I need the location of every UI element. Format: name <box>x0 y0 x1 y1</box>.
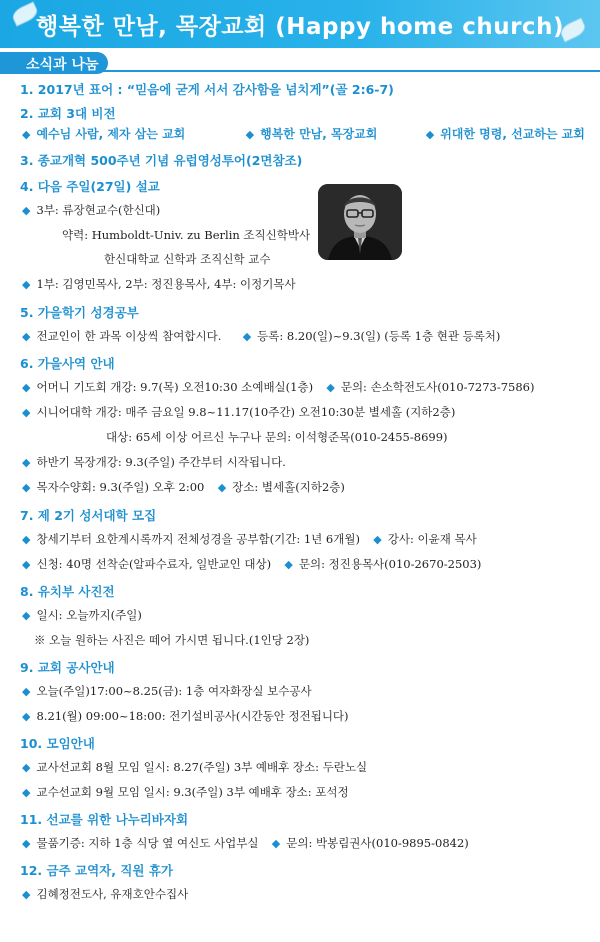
sermon-line-2: 약력: Humboldt-Univ. zu Berlin 조직신학박사 <box>62 228 311 242</box>
diamond-icon: ◆ <box>22 128 31 141</box>
bazaar-row <box>22 835 469 851</box>
diamond-icon: ◆ <box>22 533 31 546</box>
item-8-title: 8. 유치부 사진전 <box>20 584 115 599</box>
bazaar-contact: 문의: 박봉림권사(010-9895-0842) <box>286 836 469 850</box>
bible-study-registration: 등록: 8.20(일)~9.3(일) (등록 1층 현관 등록처) <box>257 329 501 343</box>
professors-meeting: 교수선교회 9월 모임 일시: 9.3(주일) 3부 예배후 장소: 포석정 <box>36 785 349 799</box>
sermon-other-speakers: 1부: 김영민목사, 2부: 정진용목사, 4부: 이정기목사 <box>36 277 296 291</box>
construction-row-1 <box>22 683 312 699</box>
diamond-icon: ◆ <box>22 406 31 419</box>
teachers-meeting: 교사선교회 8월 모임 일시: 8.27(주일) 3부 예배후 장소: 두란노실 <box>36 760 368 774</box>
bible-college-lecturer: 강사: 이윤재 목사 <box>387 532 477 546</box>
construction-row-2 <box>22 708 349 724</box>
diamond-icon: ◆ <box>22 685 31 698</box>
ministry-row-3: 대상: 65세 이상 어르신 누구나 문의: 이석형준목(010-2455-8699) <box>106 430 448 444</box>
senior-college: 시니어대학 개강: 매주 금요일 9.8~11.17(10주간) 오전10:30분 별세홀 (지하2층) <box>36 405 456 419</box>
bazaar-donation: 물품기증: 지하 1층 식당 옆 여신도 사업부실 <box>36 836 259 850</box>
bible-college-row-1 <box>22 531 477 547</box>
sermon-line-1 <box>22 202 160 218</box>
item-3-title: 3. 종교개혁 500주년 기념 유럽영성투어(2면참조) <box>20 153 303 168</box>
bible-college-apply: 신청: 40명 선착순(알파수료자, 일반교인 대상) <box>36 557 272 571</box>
vision-row <box>22 125 585 142</box>
diamond-icon: ◆ <box>22 481 31 494</box>
item-6-title: 6. 가을사역 안내 <box>20 356 115 371</box>
item-11-title: 11. 선교를 위한 나누리바자회 <box>20 812 189 827</box>
item-2-title: 2. 교회 3대 비전 <box>20 106 116 121</box>
diamond-icon: ◆ <box>245 128 255 141</box>
item-10-title: 10. 모임안내 <box>20 736 95 751</box>
vacation-staff: 김혜정전도사, 유재호안수집사 <box>36 887 189 901</box>
diamond-icon: ◆ <box>425 128 435 141</box>
diamond-icon: ◆ <box>22 381 31 394</box>
bible-study-note: 전교인이 한 과목 이상씩 참여합시다. <box>36 329 222 343</box>
item-5-title: 5. 가을학기 성경공부 <box>20 305 139 320</box>
ministry-row-4 <box>22 454 286 470</box>
diamond-icon: ◆ <box>22 278 31 291</box>
cell-group-start: 하반기 목장개강: 9.3(주일) 주간부터 시작됩니다. <box>36 455 286 469</box>
photo-exhibit-date: 일시: 오늘까지(주일) <box>36 608 142 622</box>
bible-college-course: 창세기부터 요한계시록까지 전체성경을 공부함(기간: 1년 6개월) <box>36 532 360 546</box>
diamond-icon: ◆ <box>284 558 293 571</box>
diamond-icon: ◆ <box>242 330 252 343</box>
mothers-prayer: 어머니 기도회 개강: 9.7(목) 오전10:30 소예배실(1층) <box>36 380 314 394</box>
sermon-speaker: 3부: 류장현교수(한신대) <box>36 203 161 217</box>
diamond-icon: ◆ <box>22 710 31 723</box>
diamond-icon: ◆ <box>22 837 31 850</box>
banner-title: 행복한 만남, 목장교회 (Happy home church) <box>36 14 564 40</box>
ministry-row-1 <box>22 379 534 395</box>
diamond-icon: ◆ <box>22 761 31 774</box>
electrical-work: 8.21(월) 09:00~18:00: 전기설비공사(시간동안 정전됩니다) <box>36 709 349 723</box>
diamond-icon: ◆ <box>22 888 31 901</box>
meeting-row-1 <box>22 759 367 775</box>
item-12-title: 12. 금주 교역자, 직원 휴가 <box>20 863 173 878</box>
bible-college-row-2 <box>22 556 481 572</box>
item-7-title: 7. 제 2기 성서대학 모집 <box>20 508 157 523</box>
diamond-icon: ◆ <box>22 558 31 571</box>
diamond-icon: ◆ <box>22 330 31 343</box>
photo-exhibit-row-2: ※ 오늘 원하는 사진은 떼어 가시면 됩니다.(1인당 2장) <box>34 633 310 647</box>
bible-study-row <box>22 328 500 344</box>
ministry-row-5 <box>22 479 345 495</box>
item-4-title: 4. 다음 주일(27일) 설교 <box>20 179 160 194</box>
sermon-line-4 <box>22 276 296 292</box>
mothers-prayer-contact: 문의: 손소학전도사(010-7273-7586) <box>340 380 535 394</box>
item-9-title: 9. 교회 공사안내 <box>20 660 115 675</box>
restroom-repair: 오늘(주일)17:00~8.25(금): 1층 여자화장실 보수공사 <box>36 684 312 698</box>
diamond-icon: ◆ <box>326 381 335 394</box>
diamond-icon: ◆ <box>22 204 31 217</box>
meeting-row-2 <box>22 784 349 800</box>
section-header-label: 소식과 나눔 <box>26 57 99 73</box>
shepherd-retreat-place: 장소: 별세홀(지하2층) <box>232 480 345 494</box>
bible-college-contact: 문의: 정진용목사(010-2670-2503) <box>298 557 482 571</box>
pastor-portrait <box>318 184 402 260</box>
vision-3: 위대한 명령, 선교하는 교회 <box>440 127 585 141</box>
diamond-icon: ◆ <box>217 481 227 494</box>
ministry-row-2 <box>22 404 455 420</box>
item-1-title: 1. 2017년 표어 : “믿음에 굳게 서서 감사함을 넘치게”(골 2:6-7) <box>20 82 394 97</box>
diamond-icon: ◆ <box>373 533 382 546</box>
top-banner <box>0 0 600 48</box>
sermon-line-3: 한신대학교 신학과 조직신학 교수 <box>104 252 271 266</box>
section-header <box>0 50 600 76</box>
section-header-rule <box>100 70 600 72</box>
vacation-row <box>22 886 188 902</box>
diamond-icon: ◆ <box>22 786 31 799</box>
photo-exhibit-row-1 <box>22 607 142 623</box>
diamond-icon: ◆ <box>22 456 31 469</box>
vision-1: 예수님 사람, 제자 삼는 교회 <box>36 127 186 141</box>
shepherd-retreat: 목자수양회: 9.3(주일) 오후 2:00 <box>36 480 205 494</box>
diamond-icon: ◆ <box>271 837 281 850</box>
diamond-icon: ◆ <box>22 609 31 622</box>
vision-2: 행복한 만남, 목장교회 <box>260 127 378 141</box>
